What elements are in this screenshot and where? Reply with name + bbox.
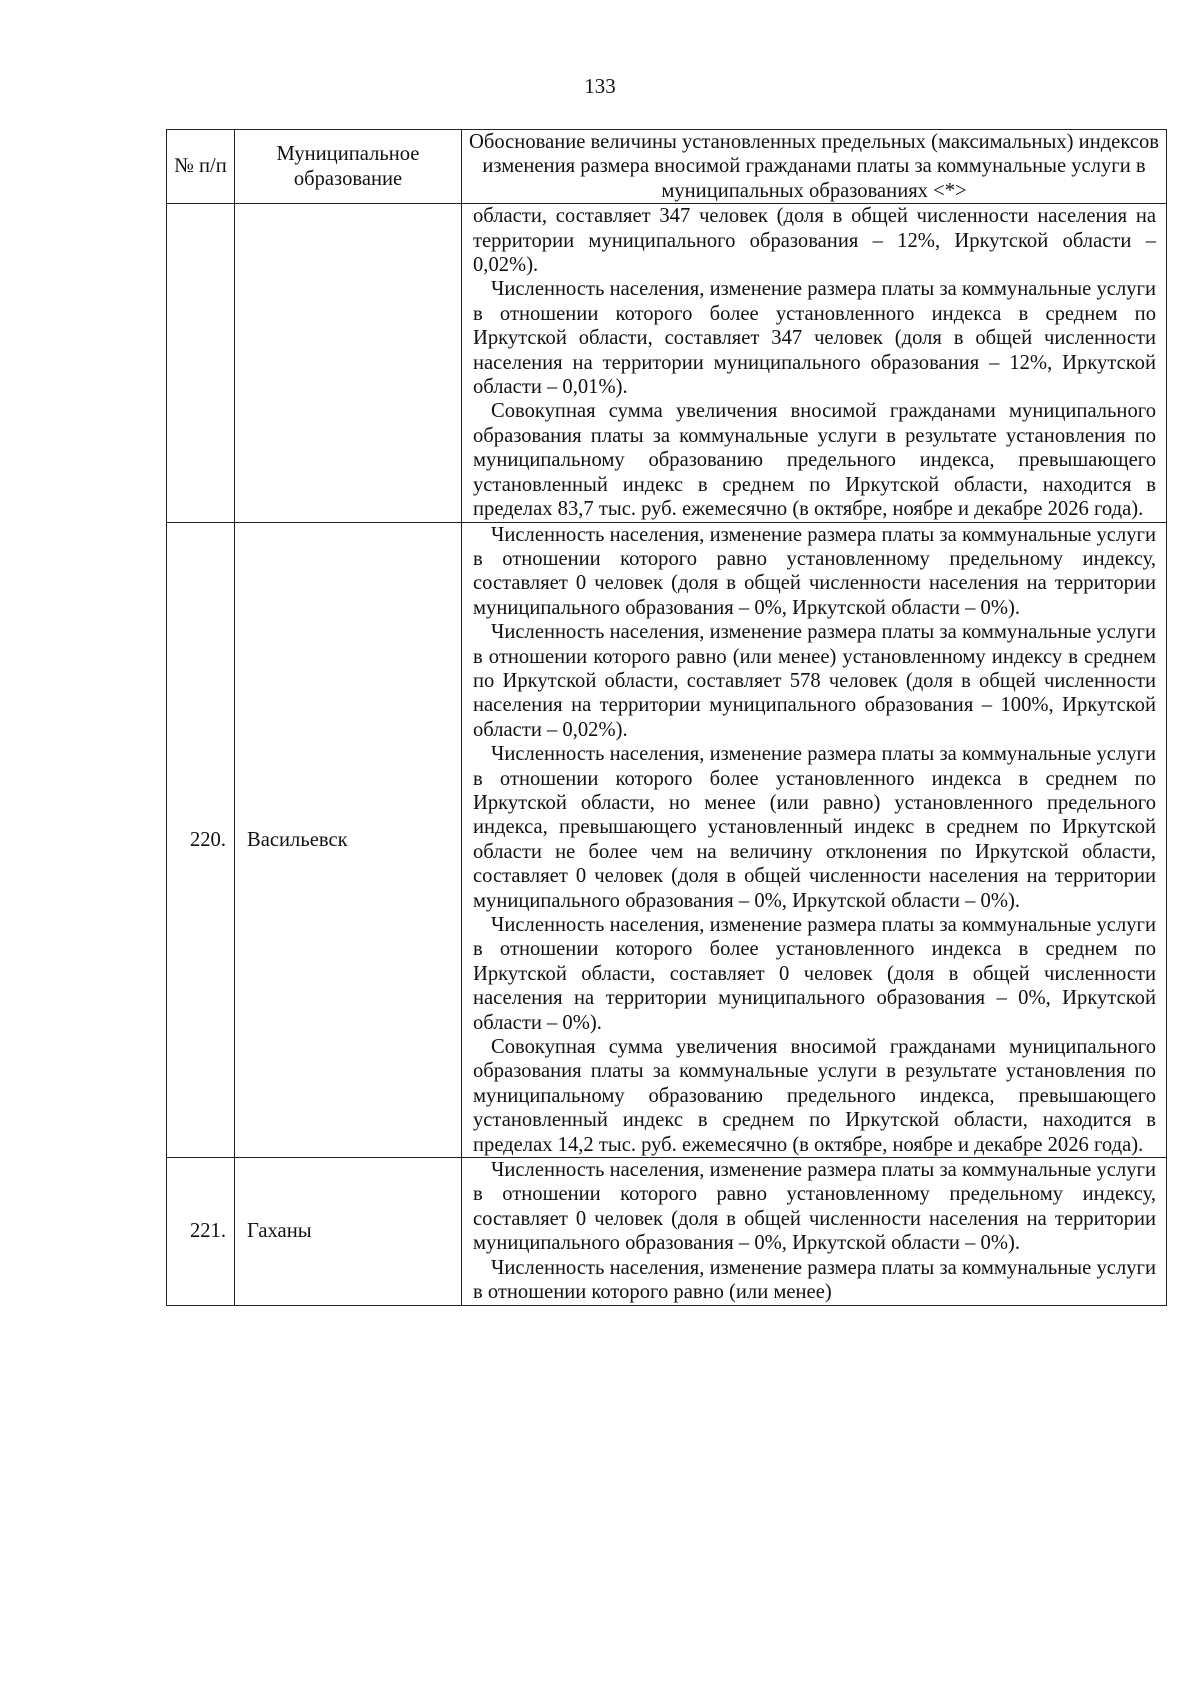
header-municipality: Муниципальное образование	[235, 130, 462, 204]
row-justification	[462, 204, 1167, 522]
row-justification	[462, 522, 1167, 1158]
header-justification: Обоснование величины установленных предельных (максимальных) индексов изменения размера вносимой гражданами платы за коммунальные услуги в муниципальных образованиях <*>	[462, 130, 1167, 204]
table-row-220	[167, 522, 1167, 1158]
row-number: 221.	[167, 1158, 235, 1305]
justification-paragraph: Численность населения, изменение размера платы за коммунальные услуги в отношении которого равно установленному предельному индексу, составляет 0 человек (доля в общей численности населения на территории муниципального образования – 0%, Иркутской области – 0%).	[473, 1159, 1156, 1255]
justification-paragraph: Численность населения, изменение размера платы за коммунальные услуги в отношении которого равно (или менее)	[473, 1256, 1156, 1304]
row-number	[167, 204, 235, 522]
table-row-221	[167, 1158, 1167, 1305]
justification-paragraph: Численность населения, изменение размера платы за коммунальные услуги в отношении которого более установленного индекса в среднем по Иркутской области, составляет 347 человек (доля в общей численности населения на территории муниципального образования – 12%, Иркутской области – 0,01%).	[473, 278, 1156, 399]
table-row-continuation	[167, 204, 1167, 522]
justification-paragraph: Численность населения, изменение размера платы за коммунальные услуги в отношении которого более установленного индекса в среднем по Иркутской области, но менее (или равно) установленного предельного индекса, превышающего установленный индекс в среднем по Иркутской области не более чем на величину отклонения по Иркутской области, составляет 0 человек (доля в общей численности населения на территории муниципального образования – 0%, Иркутской области – 0%).	[473, 743, 1156, 912]
page-number: 133	[584, 74, 616, 98]
row-justification	[462, 1158, 1167, 1305]
justification-paragraph: Численность населения, изменение размера платы за коммунальные услуги в отношении которого равно (или менее) установленному индексу в среднем по Иркутской области, составляет 578 человек (доля в общей численности населения на территории муниципального образования – 100%, Иркутской области – 0,02%).	[473, 621, 1156, 741]
header-number: № п/п	[167, 130, 235, 204]
row-municipality: Васильевск	[235, 522, 462, 1158]
row-number: 220.	[167, 522, 235, 1158]
row-municipality	[235, 204, 462, 522]
row-municipality: Гаханы	[235, 1158, 462, 1305]
justification-paragraph: Численность населения, изменение размера платы за коммунальные услуги в отношении которого более установленного индекса в среднем по Иркутской области, составляет 0 человек (доля в общей численности населения на территории муниципального образования – 0%, Иркутской области – 0%).	[473, 914, 1156, 1034]
justification-paragraph: области, составляет 347 человек (доля в общей численности населения на территории муниципального образования – 12%, Иркутской области – 0,02%).	[473, 205, 1156, 277]
justification-paragraph: Совокупная сумма увеличения вносимой гражданами муниципального образования платы за коммунальные услуги в результате установления по муниципальному образованию предельного индекса, превышающего установленный индекс в среднем по Иркутской области, находится в пределах 14,2 тыс. руб. ежемесячно (в октябре, ноябре и декабре 2026 года).	[473, 1036, 1156, 1156]
justification-table	[166, 129, 1167, 1306]
justification-paragraph: Совокупная сумма увеличения вносимой гражданами муниципального образования платы за коммунальные услуги в результате установления по муниципальному образованию предельного индекса, превышающего установленный индекс в среднем по Иркутской области, находится в пределах 83,7 тыс. руб. ежемесячно (в октябре, ноябре и декабре 2026 года).	[473, 400, 1156, 521]
justification-paragraph: Численность населения, изменение размера платы за коммунальные услуги в отношении которого равно установленному предельному индексу, составляет 0 человек (доля в общей численности населения на территории муниципального образования – 0%, Иркутской области – 0%).	[473, 523, 1156, 619]
table-header-row	[167, 130, 1167, 204]
